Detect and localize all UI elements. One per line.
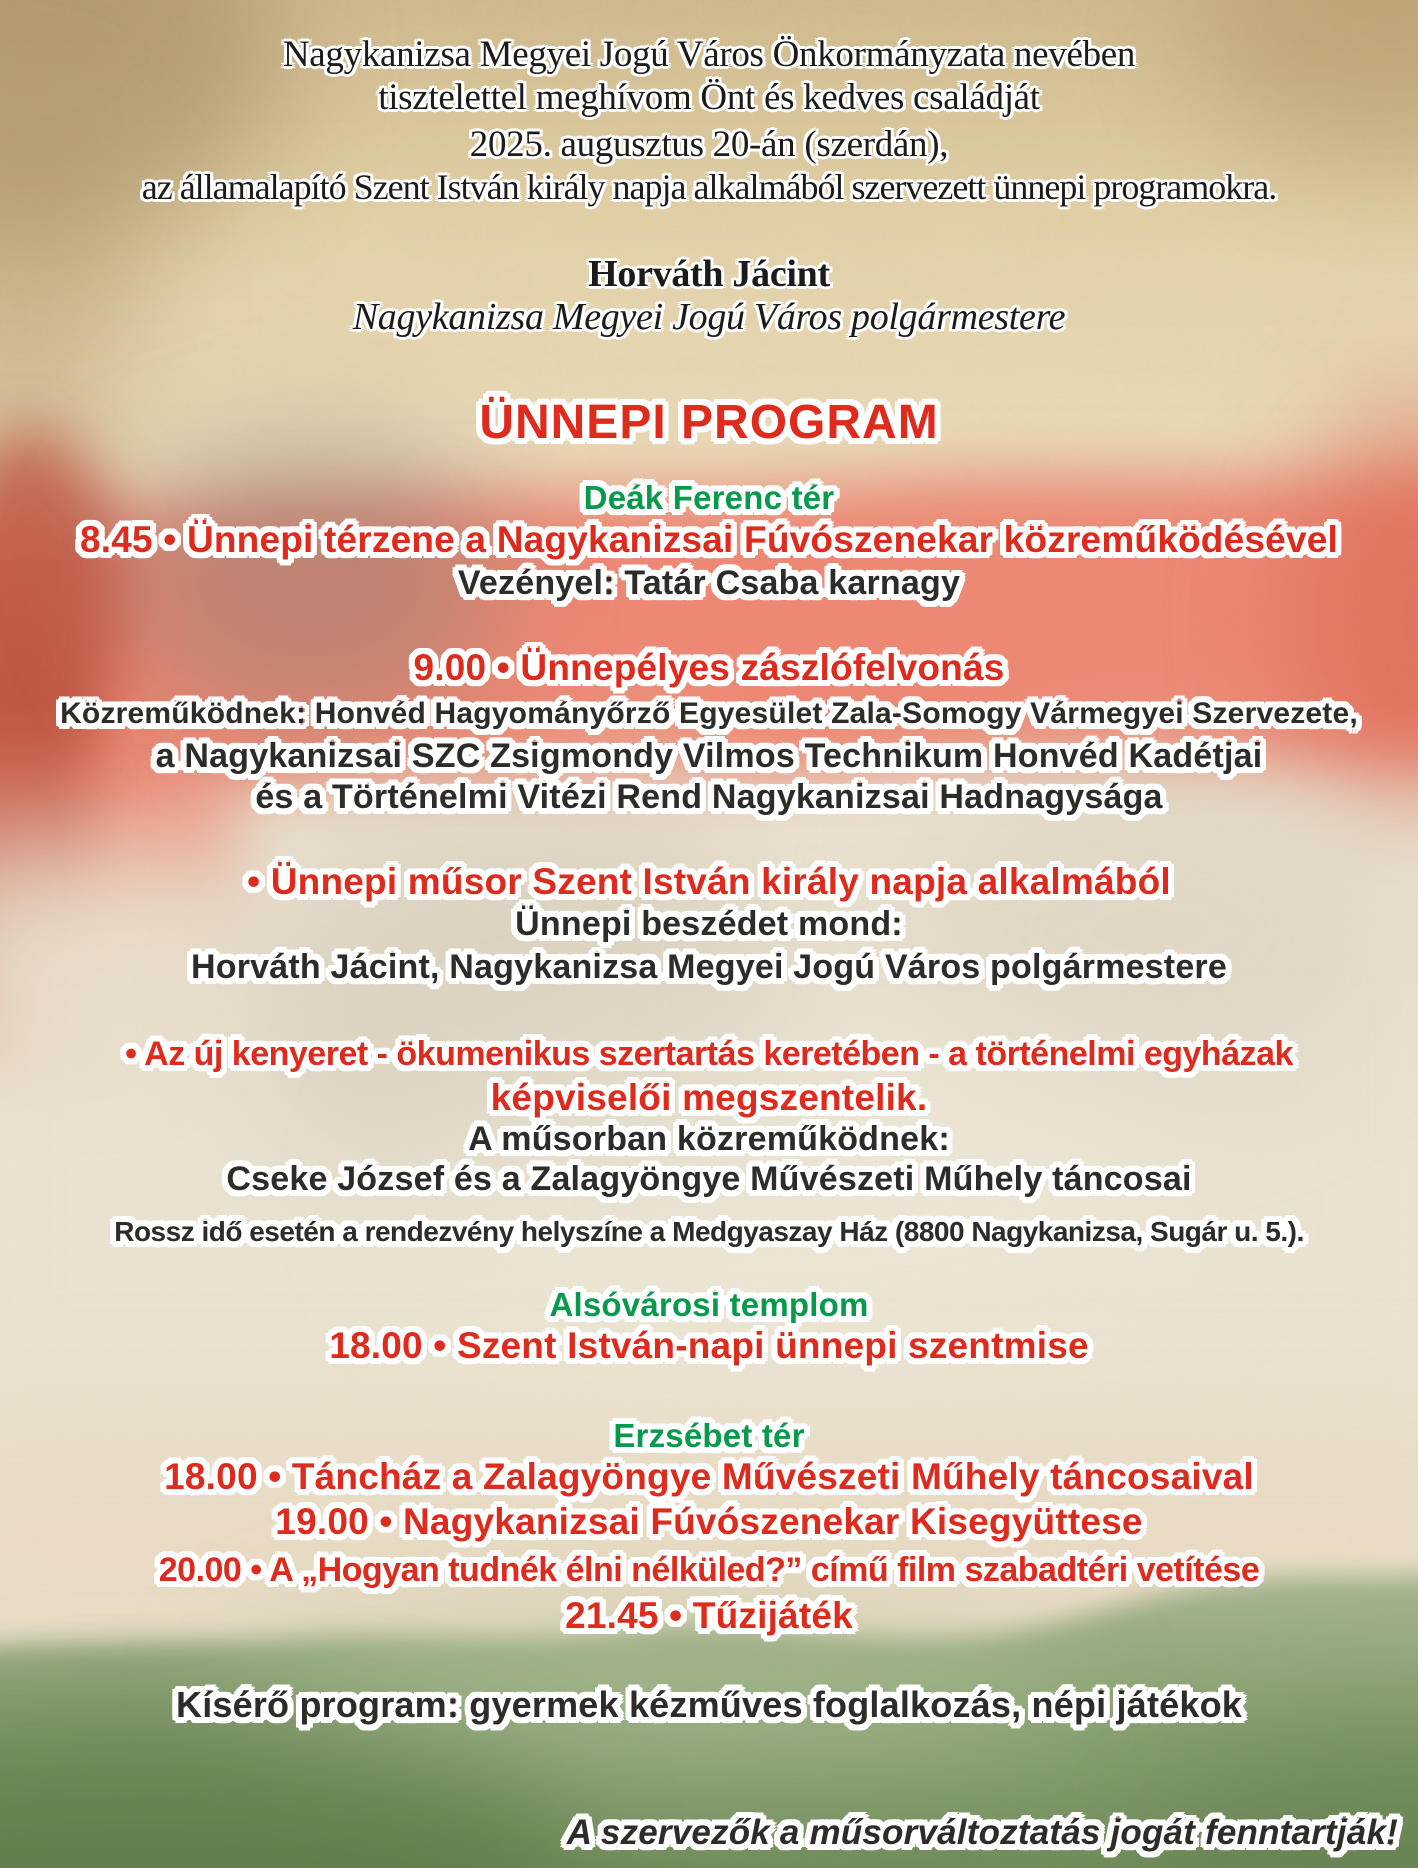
- program-item: Közreműködnek: Honvéd Hagyományőrző Egyesület Zala-Somogy Vármegyei Szervezete,: [60, 697, 1358, 730]
- program-item: és a Történelmi Vitézi Rend Nagykanizsai Hadnagysága: [255, 778, 1163, 816]
- invitation-line-2: tisztelettel meghívom Önt és kedves családját: [378, 77, 1040, 118]
- program-item: 9.00 • Ünnepélyes zászlófelvonás: [413, 647, 1005, 688]
- program-item: 20.00 • A „Hogyan tudnék élni nélküled?” című film szabadtéri vetítése: [158, 1551, 1260, 1589]
- program-item: 18.00 • Táncház a Zalagyöngye Művészeti Műhely táncosaival: [164, 1456, 1254, 1497]
- signer-name: Horváth Jácint: [588, 253, 830, 295]
- invitation-date-line: 2025. augusztus 20-án (szerdán),: [469, 124, 949, 165]
- program-item: 18.00 • Szent István-napi ünnepi szentmise: [329, 1325, 1089, 1366]
- invitation-line-4: az államalapító Szent István király napja alkalmából szervezett ünnepi programokra.: [141, 167, 1277, 207]
- program-item: A műsorban közreműködnek:: [468, 1120, 950, 1158]
- invitation-line-1: Nagykanizsa Megyei Jogú Város Önkormányzata nevében: [282, 34, 1136, 75]
- signer-title: Nagykanizsa Megyei Jogú Város polgármestere: [352, 296, 1066, 338]
- venue-heading-deak-ferenc-ter: Deák Ferenc tér: [583, 479, 835, 516]
- program-item: • Az új kenyeret - ökumenikus szertartás keretében - a történelmi egyházak: [125, 1035, 1293, 1073]
- venue-heading-alsovarosi-templom: Alsóvárosi templom: [549, 1286, 869, 1323]
- weather-note: Rossz idő esetén a rendezvény helyszíne a Medgyaszay Ház (8800 Nagykanizsa, Sugár u. 5.).: [114, 1216, 1304, 1247]
- program-item: 8.45 • Ünnepi térzene a Nagykanizsai Fúvószenekar közreműködésével: [80, 519, 1338, 560]
- program-item: képviselői megszentelik.: [490, 1077, 928, 1118]
- program-item: Ünnepi beszédet mond:: [515, 905, 903, 943]
- program-item: a Nagykanizsai SZC Zsigmondy Vilmos Technikum Honvéd Kadétjai: [155, 737, 1263, 775]
- program-item: 21.45 • Tűzijáték: [565, 1595, 853, 1636]
- side-program-note: Kísérő program: gyermek kézműves foglalkozás, népi játékok: [176, 1684, 1242, 1725]
- program-item: Cseke József és a Zalagyöngye Művészeti Műhely táncosai: [226, 1160, 1192, 1198]
- venue-heading-erzsebet-ter: Erzsébet tér: [613, 1417, 805, 1454]
- program-item: Horváth Jácint, Nagykanizsa Megyei Jogú Város polgármestere: [191, 948, 1227, 986]
- program-item: Vezényel: Tatár Csaba karnagy: [457, 564, 961, 602]
- program-item: • Ünnepi műsor Szent István király napja alkalmából: [247, 861, 1171, 902]
- program-title: ÜNNEPI PROGRAM: [479, 396, 939, 449]
- rights-note: A szervezők a műsorváltoztatás jogát fenntartják!: [566, 1813, 1398, 1852]
- program-item: 19.00 • Nagykanizsai Fúvószenekar Kisegyüttese: [275, 1501, 1143, 1542]
